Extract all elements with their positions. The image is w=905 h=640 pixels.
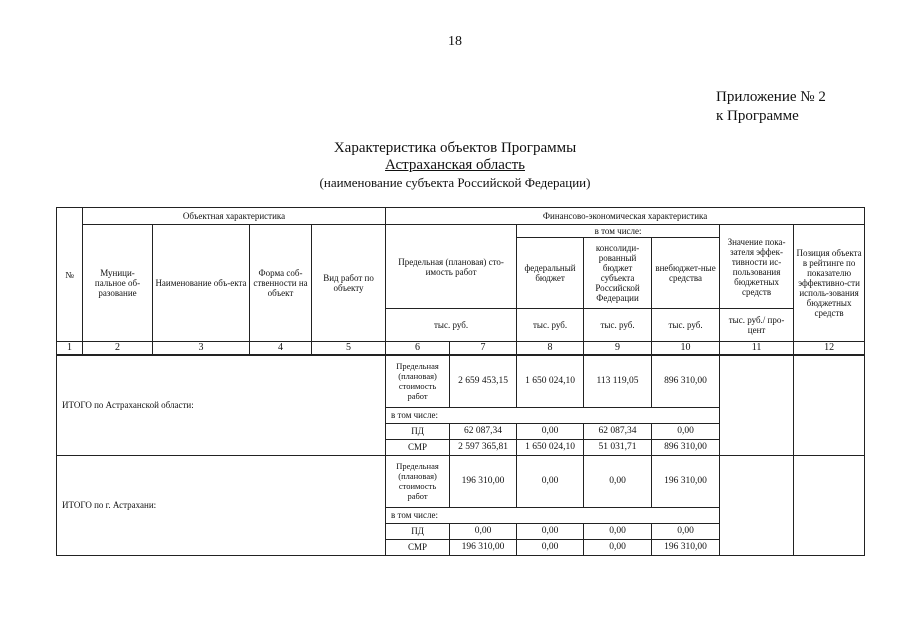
including-label: в том числе: <box>386 407 720 423</box>
col-number: 3 <box>153 342 250 356</box>
header-num: № <box>57 208 83 342</box>
table-row <box>57 455 865 507</box>
efficiency-cell <box>720 455 794 555</box>
value-cell: 2 597 365,81 <box>450 439 517 455</box>
value-cell: 62 087,34 <box>450 423 517 439</box>
row-label: ПД <box>386 523 450 539</box>
including-label: в том числе: <box>386 507 720 523</box>
value-cell: 1 650 024,10 <box>517 355 584 407</box>
appendix-line-2: к Программе <box>716 108 799 124</box>
objects-table <box>56 207 865 556</box>
header-rating: Позиция объекта в рейтинге по показателю эффективно-сти исполь-зования бюджетных средств <box>794 225 865 342</box>
value-cell: 0,00 <box>517 539 584 555</box>
col-number: 4 <box>250 342 312 356</box>
header-including: в том числе: <box>517 225 720 238</box>
value-cell: 1 650 024,10 <box>517 439 584 455</box>
value-cell: 0,00 <box>517 523 584 539</box>
header-unit-federal: тыс. руб. <box>517 309 584 342</box>
heading-region: Астраханская область <box>385 157 525 173</box>
header-object-group: Объектная характеристика <box>83 208 386 225</box>
value-cell: 196 310,00 <box>652 455 720 507</box>
value-cell: 0,00 <box>652 423 720 439</box>
col-number: 8 <box>517 342 584 356</box>
value-cell: 0,00 <box>652 523 720 539</box>
rating-cell <box>794 455 865 555</box>
value-cell: 51 031,71 <box>584 439 652 455</box>
row-label: СМР <box>386 539 450 555</box>
header-planned-cost: Предельная (плановая) сто-имость работ <box>386 225 517 309</box>
document-heading <box>250 140 660 191</box>
col-number: 12 <box>794 342 865 356</box>
header-municipality: Муници-пальное об-разование <box>83 225 153 342</box>
heading-title: Характеристика объектов Программы <box>333 140 577 156</box>
header-unit-efficiency: тыс. руб./ про-цент <box>720 309 794 342</box>
planned-cost-label: Предельная (плановая) стоимость работ <box>386 355 450 407</box>
col-number: 5 <box>312 342 386 356</box>
value-cell: 0,00 <box>517 455 584 507</box>
col-number: 1 <box>57 342 83 356</box>
value-cell: 0,00 <box>584 539 652 555</box>
col-number: 6 <box>386 342 450 356</box>
value-cell: 0,00 <box>584 523 652 539</box>
appendix-note <box>716 88 826 126</box>
page-number: 18 <box>448 34 462 49</box>
col-number: 2 <box>83 342 153 356</box>
value-cell: 2 659 453,15 <box>450 355 517 407</box>
value-cell: 196 310,00 <box>450 455 517 507</box>
table-row <box>57 355 865 407</box>
column-numbers-row <box>57 342 865 356</box>
col-number: 7 <box>450 342 517 356</box>
header-unit-extrabudget: тыс. руб. <box>652 309 720 342</box>
header-federal: федеральный бюджет <box>517 238 584 309</box>
col-number: 9 <box>584 342 652 356</box>
value-cell: 0,00 <box>517 423 584 439</box>
col-number: 11 <box>720 342 794 356</box>
value-cell: 62 087,34 <box>584 423 652 439</box>
header-extrabudget: внебюджет-ные средства <box>652 238 720 309</box>
header-unit-cost: тыс. руб. <box>386 309 517 342</box>
appendix-line-1: Приложение № 2 <box>716 89 826 105</box>
value-cell: 0,00 <box>584 455 652 507</box>
section-label: ИТОГО по Астраханской области: <box>57 355 386 455</box>
header-efficiency: Значение пока-зателя эффек-тивности ис-пользования бюджетных средств <box>720 225 794 309</box>
value-cell: 196 310,00 <box>450 539 517 555</box>
header-consolidated: консолиди-рованный бюджет субъекта Российской Федерации <box>584 238 652 309</box>
heading-subtitle: (наименование субъекта Российской Федерации) <box>319 175 591 190</box>
value-cell: 196 310,00 <box>652 539 720 555</box>
value-cell: 896 310,00 <box>652 355 720 407</box>
value-cell: 896 310,00 <box>652 439 720 455</box>
header-object-name: Наименование объ-екта <box>153 225 250 342</box>
value-cell: 113 119,05 <box>584 355 652 407</box>
efficiency-cell <box>720 355 794 455</box>
section-label: ИТОГО по г. Астрахани: <box>57 455 386 555</box>
value-cell: 0,00 <box>450 523 517 539</box>
row-label: СМР <box>386 439 450 455</box>
header-ownership: Форма соб-ственности на объект <box>250 225 312 342</box>
rating-cell <box>794 355 865 455</box>
header-work-type: Вид работ по объекту <box>312 225 386 342</box>
header-unit-consolidated: тыс. руб. <box>584 309 652 342</box>
planned-cost-label: Предельная (плановая) стоимость работ <box>386 455 450 507</box>
col-number: 10 <box>652 342 720 356</box>
header-fin-group: Финансово-экономическая характеристика <box>386 208 865 225</box>
row-label: ПД <box>386 423 450 439</box>
